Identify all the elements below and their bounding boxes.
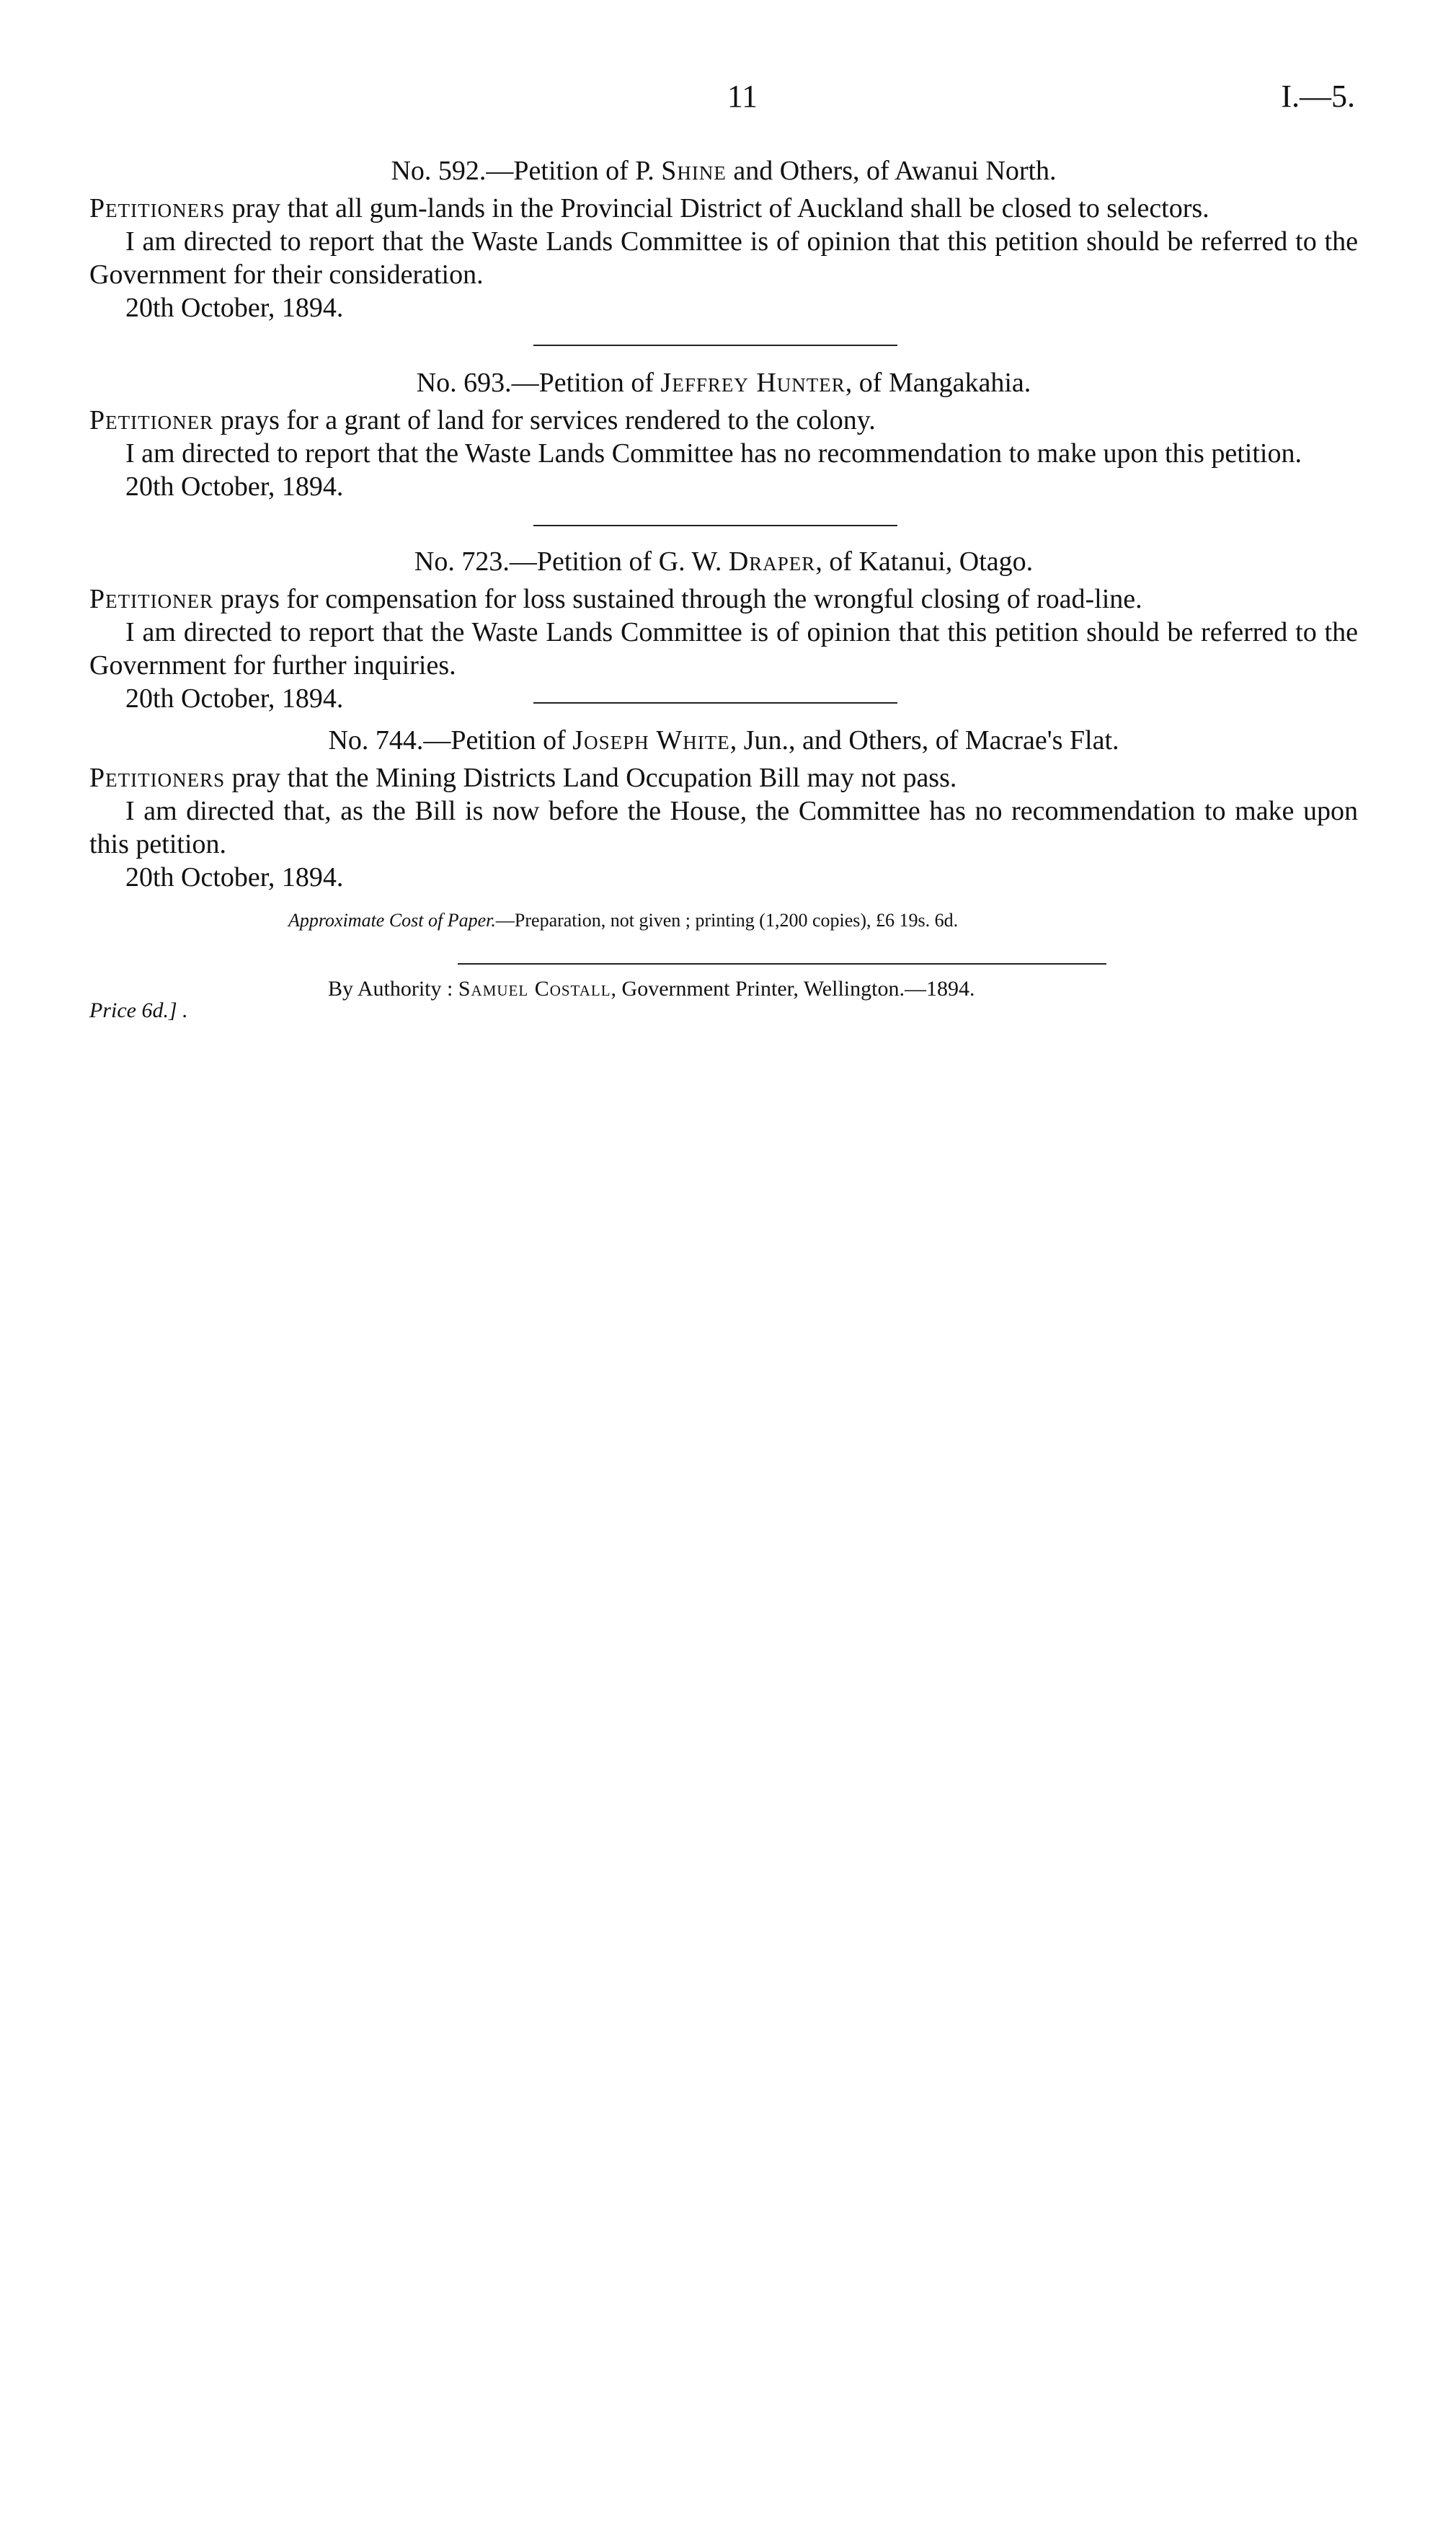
petitioner-name: Shine: [661, 156, 727, 186]
petitioner-name: Joseph White: [572, 725, 730, 756]
section-divider: [533, 702, 897, 704]
petition-section: [89, 366, 1358, 503]
petitioner-name: Jeffrey Hunter: [660, 368, 845, 398]
footer-divider: [458, 963, 1106, 965]
prayer-paragraph: Petitioner prays for compensation for loss sustained through the wrongful closing of road-line.: [89, 584, 1142, 614]
report-date: 20th October, 1894.: [125, 293, 344, 323]
petition-heading: No. 744.—Petition of Joseph White, Jun., and Others, of Macrae's Flat.: [328, 725, 1119, 756]
petition-section: [89, 724, 1358, 894]
printer-authority: By Authority : Samuel Costall, Government Printer, Wellington.—1894.: [328, 977, 975, 1001]
page-number: 11: [727, 79, 758, 114]
report-paragraph: I am directed to report that the Waste Lands Committee is of opinion that this petition should be referred to the Government for further inquiries.: [89, 617, 1358, 681]
petition-heading: No. 592.—Petition of P. Shine and Others, of Awanui North.: [391, 156, 1057, 186]
report-paragraph: I am directed to report that the Waste Lands Committee has no recommendation to make upon this petition.: [125, 438, 1302, 469]
section-divider: [533, 345, 897, 346]
petition-heading: No. 723.—Petition of G. W. Draper, of Katanui, Otago.: [414, 546, 1034, 577]
report-paragraph: I am directed to report that the Waste Lands Committee is of opinion that this petition should be referred to the Government for their consideration.: [89, 226, 1358, 290]
report-date: 20th October, 1894.: [125, 683, 344, 714]
petition-heading: No. 693.—Petition of Jeffrey Hunter, of Mangakahia.: [416, 368, 1031, 398]
petition-section: [89, 545, 1358, 715]
prayer-paragraph: Petitioner prays for a grant of land for services rendered to the colony.: [89, 405, 876, 435]
prayer-paragraph: Petitioners pray that the Mining Districts Land Occupation Bill may not pass.: [89, 763, 957, 793]
report-date: 20th October, 1894.: [125, 471, 344, 502]
petition-section: [89, 154, 1358, 324]
section-divider: [533, 525, 897, 526]
prayer-paragraph: Petitioners pray that all gum-lands in the Provincial District of Auckland shall be closed to selectors.: [89, 193, 1209, 223]
document-reference: I.—5.: [1281, 79, 1355, 114]
report-date: 20th October, 1894.: [125, 862, 344, 893]
approximate-cost-note: Approximate Cost of Paper.—Preparation, not given ; printing (1,200 copies), £6 19s. 6d.: [288, 910, 959, 931]
price-note: Price 6d.] .: [89, 998, 188, 1022]
report-paragraph: I am directed that, as the Bill is now before the House, the Committee has no recommendation to make upon this petition.: [89, 796, 1358, 859]
petitioner-name: Draper: [728, 546, 816, 577]
